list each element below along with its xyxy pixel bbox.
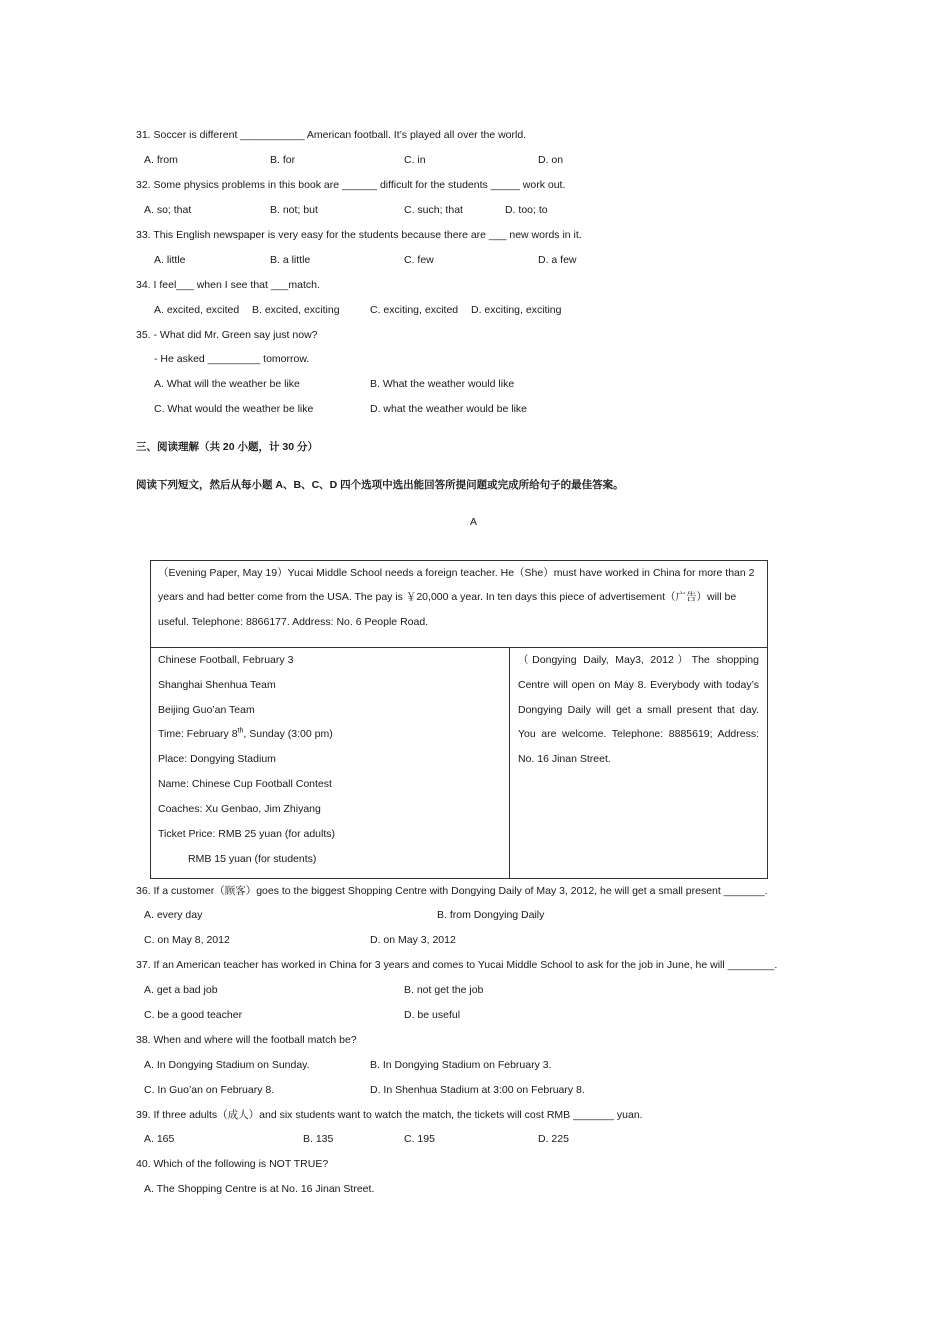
q36-option-a: A. every day: [144, 909, 203, 921]
q36-option-b: B. from Dongying Daily: [437, 909, 545, 921]
ad-teacher-line-3: useful. Telephone: 8866177. Address: No. 6 People Road.: [158, 616, 429, 628]
q32-stem: 32. Some physics problems in this book are ______ difficult for the students _____ work out.: [136, 179, 566, 191]
football-name: Name: Chinese Cup Football Contest: [158, 778, 332, 790]
q33-stem: 33. This English newspaper is very easy for the students because there are ___ new words in it.: [136, 229, 582, 241]
q37-option-a: A. get a bad job: [144, 984, 218, 996]
ad-divider-vertical: [509, 647, 510, 879]
q37-option-b: B. not get the job: [404, 984, 484, 996]
q38-option-a: A. In Dongying Stadium on Sunday.: [144, 1059, 310, 1071]
q34-option-b: B. excited, exciting: [252, 304, 340, 316]
q33-option-a: A. little: [154, 254, 186, 266]
q36-option-d: D. on May 3, 2012: [370, 934, 456, 946]
q39-option-b: B. 135: [303, 1133, 334, 1145]
q31-option-c: C. in: [404, 154, 426, 166]
q39-stem: 39. If three adults（成人）and six students want to watch the match, the tickets will cost RMB _______ yuan.: [136, 1109, 643, 1121]
shopping-centre-ad: （Dongying Daily, May3, 2012）The shopping Centre will open on May 8. Everybody with today’s Dongying Daily will get a small present that day. You are welcome. Telephone: 8885619; Address: No. 16 Jinan Street.: [518, 654, 759, 766]
q38-option-d: D. In Shenhua Stadium at 3:00 on February 8.: [370, 1084, 585, 1096]
q31-option-d: D. on: [538, 154, 564, 166]
q36-option-c: C. on May 8, 2012: [144, 934, 230, 946]
q39-option-a: A. 165: [144, 1133, 175, 1145]
q37-stem: 37. If an American teacher has worked in China for 3 years and comes to Yucai Middle School to ask for the job in June, he will ________.: [136, 959, 778, 971]
q34-option-a: A. excited, excited: [154, 304, 240, 316]
q39-option-c: C. 195: [404, 1133, 435, 1145]
q36-stem: 36. If a customer（顾客）goes to the biggest Shopping Centre with Dongying Daily of May 3, 2012, he will get a small present _______.: [136, 885, 768, 897]
football-time-sup: th: [237, 727, 244, 735]
q31-option-a: A. from: [144, 154, 178, 166]
football-ticket-students: RMB 15 yuan (for students): [188, 853, 317, 865]
section-title: 三、阅读理解（共 20 小题，计 30 分）: [136, 441, 319, 453]
q35-option-d: D. what the weather would be like: [370, 403, 528, 415]
q32-option-b: B. not; but: [270, 204, 318, 216]
q32-option-d: D. too; to: [505, 204, 548, 216]
q37-option-c: C. be a good teacher: [144, 1009, 243, 1021]
q35-answer-line: - He asked _________ tomorrow.: [154, 353, 310, 365]
q31-option-b: B. for: [270, 154, 296, 166]
q34-stem: 34. I feel___ when I see that ___match.: [136, 279, 320, 291]
passage-label: A: [470, 516, 478, 528]
football-time: [158, 727, 333, 741]
football-coaches: Coaches: Xu Genbao, Jim Zhiyang: [158, 803, 321, 815]
q33-option-b: B. a little: [270, 254, 311, 266]
ad-teacher-line-2: years and had better come from the USA. The pay is ￥20,000 a year. In ten days this piece of advertisement（广告）will be: [158, 591, 737, 603]
q35-stem: 35. - What did Mr. Green say just now?: [136, 329, 318, 341]
q32-option-a: A. so; that: [144, 204, 192, 216]
section-instruction: 阅读下列短文，然后从每小题 A、B、C、D 四个选项中选出能回答所提问题或完成所给句子的最佳答案。: [136, 479, 624, 491]
q40-option-a: A. The Shopping Centre is at No. 16 Jinan Street.: [144, 1183, 375, 1195]
q35-option-a: A. What will the weather be like: [154, 378, 300, 390]
football-place: Place: Dongying Stadium: [158, 753, 276, 765]
q33-option-d: D. a few: [538, 254, 577, 266]
q38-stem: 38. When and where will the football match be?: [136, 1034, 357, 1046]
q31-stem: 31. Soccer is different ___________ American football. It’s played all over the world.: [136, 129, 527, 141]
q39-option-d: D. 225: [538, 1133, 569, 1145]
q35-option-b: B. What the weather would like: [370, 378, 515, 390]
q40-stem: 40. Which of the following is NOT TRUE?: [136, 1158, 329, 1170]
q34-option-d: D. exciting, exciting: [471, 304, 562, 316]
football-title: Chinese Football, February 3: [158, 654, 294, 666]
q35-option-c: C. What would the weather be like: [154, 403, 314, 415]
q33-option-c: C. few: [404, 254, 434, 266]
football-time-rest: , Sunday (3:00 pm): [243, 728, 333, 740]
q38-option-c: C. In Guo’an on February 8.: [144, 1084, 275, 1096]
football-team-1: Shanghai Shenhua Team: [158, 679, 276, 691]
q37-option-d: D. be useful: [404, 1009, 461, 1021]
q34-option-c: C. exciting, excited: [370, 304, 459, 316]
ad-teacher-line-1: （Evening Paper, May 19）Yucai Middle School needs a foreign teacher. He（She）must have worked in China for more than 2: [158, 567, 755, 579]
football-ticket-adults: Ticket Price: RMB 25 yuan (for adults): [158, 828, 336, 840]
q32-option-c: C. such; that: [404, 204, 463, 216]
football-team-2: Beijing Guo’an Team: [158, 704, 255, 716]
q38-option-b: B. In Dongying Stadium on February 3.: [370, 1059, 552, 1071]
football-time-date: Time: February 8: [158, 728, 238, 740]
